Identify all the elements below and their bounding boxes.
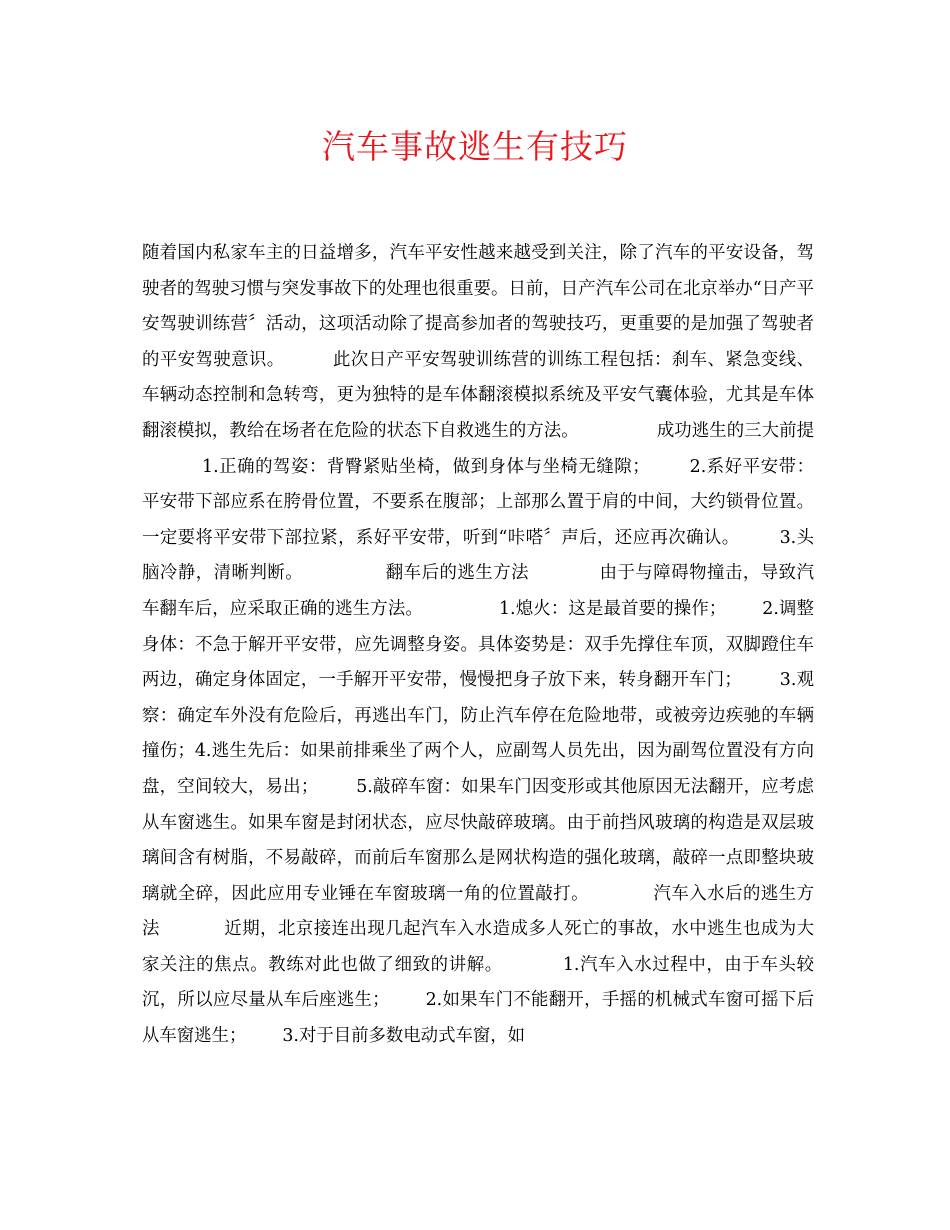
document-title: 汽车事故逃生有技巧 bbox=[322, 127, 628, 166]
water-item-2: 2.如果车门不能翻开，手摇的机械式车窗可摇下后从车窗逃生； bbox=[142, 990, 814, 1047]
body-paragraph bbox=[142, 236, 814, 1055]
premise-item-1: 1.正确的驾姿：背臀紧贴坐椅，做到身体与坐椅无缝隙； bbox=[202, 456, 650, 477]
intro-text: 随着国内私家车主的日益增多，汽车平安性越来越受到关注，除了汽车的平安设备，驾驶者的驾驶习惯与突发事故下的处理也很重要。日前，日产汽车公司在北京举办“日产平安驾驶训练营〞活动，这项活动除了提高参加者的驾驶技巧，更重要的是加强了驾驶者的平安驾驶意识。 bbox=[142, 243, 814, 370]
water-intro: 近期，北京接连出现几起汽车入水造成多人死亡的事故，水中逃生也成为大家关注的焦点。教练对此也做了细致的讲解。 bbox=[142, 919, 814, 975]
rollover-intro: 由于与障碍物撞击，导致汽车翻车后，应采取正确的逃生方法。 bbox=[142, 563, 814, 619]
water-item-3: 3.对于目前多数电动式车窗，如 bbox=[282, 1026, 526, 1047]
premise-item-2: 2.系好平安带：平安带下部应系在胯骨位置，不要系在腹部；上部那么置于肩的中间，大约锁骨位置。一定要将平安带下部拉紧，系好平安带，听到“咔嗒〞声后，还应再次确认。 bbox=[142, 456, 814, 548]
rollover-item-4: 4.逃生先后：如果前排乘坐了两个人，应副驾人员先出，因为副驾位置没有方向盘，空间较大，易出； bbox=[142, 741, 814, 797]
rollover-item-2: 2.调整身体：不急于解开平安带，应先调整身姿。具体姿势是：双手先撑住车顶，双脚蹬住车两边，确定身体固定，一手解开平安带，慢慢把身子放下来，转身翻开车门； bbox=[142, 598, 814, 691]
rollover-item-3: 3.观察：确定车外没有危险后，再逃出车门，防止汽车停在危险地带，或被旁边疾驰的车辆撞伤； bbox=[142, 670, 814, 762]
premise-item-3: 3.头脑冷静，清晰判断。 bbox=[142, 527, 814, 584]
rollover-heading: 翻车后的逃生方法 bbox=[385, 563, 530, 584]
rollover-item-5: 5.敲碎车窗：如果车门因变形或其他原因无法翻开，应考虑从车窗逃生。如果车窗是封闭状态，应尽快敲碎玻璃。由于前挡风玻璃的构造是双层玻璃间含有树脂，不易敲碎，而前后车窗那么是网状构造的强化玻璃，敲碎一点即整块玻璃就全碎，因此应用专业锤在车窗玻璃一角的位置敲打。 bbox=[142, 776, 814, 904]
water-item-1: 1.汽车入水过程中，由于车头较沉，所以应尽量从车后座逃生； bbox=[142, 954, 814, 1011]
premise-heading: 成功逃生的三大前提 bbox=[656, 420, 814, 441]
rollover-item-1: 1.熄火：这是最首要的操作； bbox=[498, 598, 727, 619]
water-heading: 汽车入水后的逃生方法 bbox=[142, 883, 814, 940]
program-text: 此次日产平安驾驶训练营的训练工程包括：刹车、紧急变线、车辆动态控制和急转弯，更为独特的是车体翻滚模拟系统及平安气囊体验，尤其是车体翻滚模拟，教给在场者在危险的状态下自救逃生的方法。 bbox=[142, 349, 814, 441]
